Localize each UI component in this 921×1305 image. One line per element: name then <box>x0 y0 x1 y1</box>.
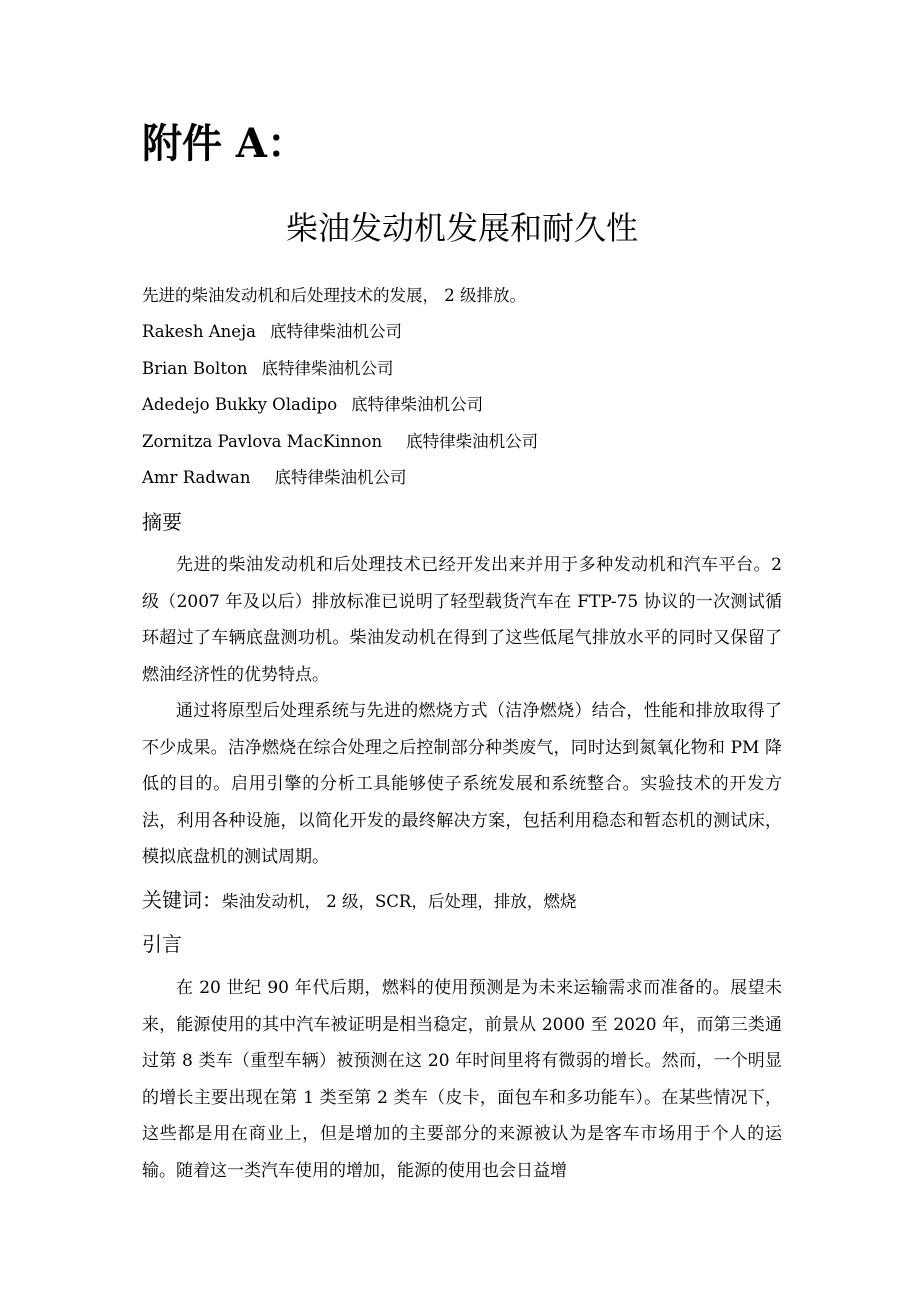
subtitle: 先进的柴油发动机和后处理技术的发展， 2 级排放。 <box>142 286 526 305</box>
author-name: Amr Radwan <box>142 468 251 487</box>
author-entry <box>142 432 782 469</box>
keywords-label: 关键词： <box>142 888 222 912</box>
introduction-heading: 引言 <box>142 932 182 956</box>
abstract-heading: 摘要 <box>142 510 182 534</box>
author-name: Rakesh Aneja <box>142 322 257 341</box>
author-affiliation: 底特律柴油机公司 <box>261 358 394 378</box>
keywords-line <box>142 884 576 913</box>
author-name: Adedejo Bukky Oladipo <box>142 395 338 414</box>
author-affiliation: 底特律柴油机公司 <box>351 395 484 414</box>
author-entry <box>142 359 782 396</box>
annex-title: 附件 A： <box>142 120 307 167</box>
author-entry <box>142 395 782 432</box>
abstract-paragraph: 先进的柴油发动机和后处理技术已经开发出来并用于多种发动机和汽车平台。2 级（2007 年及以后）排放标准已说明了轻型载货汽车在 FTP-75 协议的一次测试循环超过了车辆底盘测功机。柴油发动机在得到了这些低尾气排放水平的同时又保留了燃油经济性的优势特点。 <box>142 555 782 685</box>
author-affiliation: 底特律柴油机公司 <box>406 431 539 451</box>
author-entry <box>142 468 782 505</box>
author-affiliation: 底特律柴油机公司 <box>274 468 407 487</box>
abstract-paragraph: 通过将原型后处理系统与先进的燃烧方式（洁净燃烧）结合，性能和排放取得了不少成果。洁净燃烧在综合处理之后控制部分种类废气，同时达到氮氧化物和 PM 降低的目的。启用引擎的分析工具能够使子系统发展和系统整合。实验技术的开发方法，利用各种设施，以简化开发的最终解决方案，包括利用稳态和暂态机的测试床，模拟底盘机的测试周期。 <box>142 701 782 868</box>
introduction-paragraph: 在 20 世纪 90 年代后期，燃料的使用预测是为未来运输需求而准备的。展望未来，能源使用的其中汽车被证明是相当稳定，前景从 2000 至 2020 年，而第三类通过第 8 类车（重型车辆）被预测在这 20 年时间里将有微弱的增长。然而，一个明显的增长主要出现在第 1 类至第 2 类车（皮卡，面包车和多功能车）。在某些情况下，这些都是用在商业上，但是增加的主要部分的来源被认为是客车市场用于个人的运输。随着这一类汽车使用的增加，能源的使用也会日益增 <box>142 978 782 1181</box>
page-title: 柴油发动机发展和耐久性 <box>285 209 638 247</box>
author-list <box>142 322 782 505</box>
author-affiliation: 底特律柴油机公司 <box>270 322 403 341</box>
author-entry <box>142 322 782 359</box>
author-name: Zornitza Pavlova MacKinnon <box>142 431 383 451</box>
keywords-value: 柴油发动机， 2 级，SCR，后处理，排放，燃烧 <box>222 892 577 911</box>
author-name: Brian Bolton <box>142 358 248 378</box>
